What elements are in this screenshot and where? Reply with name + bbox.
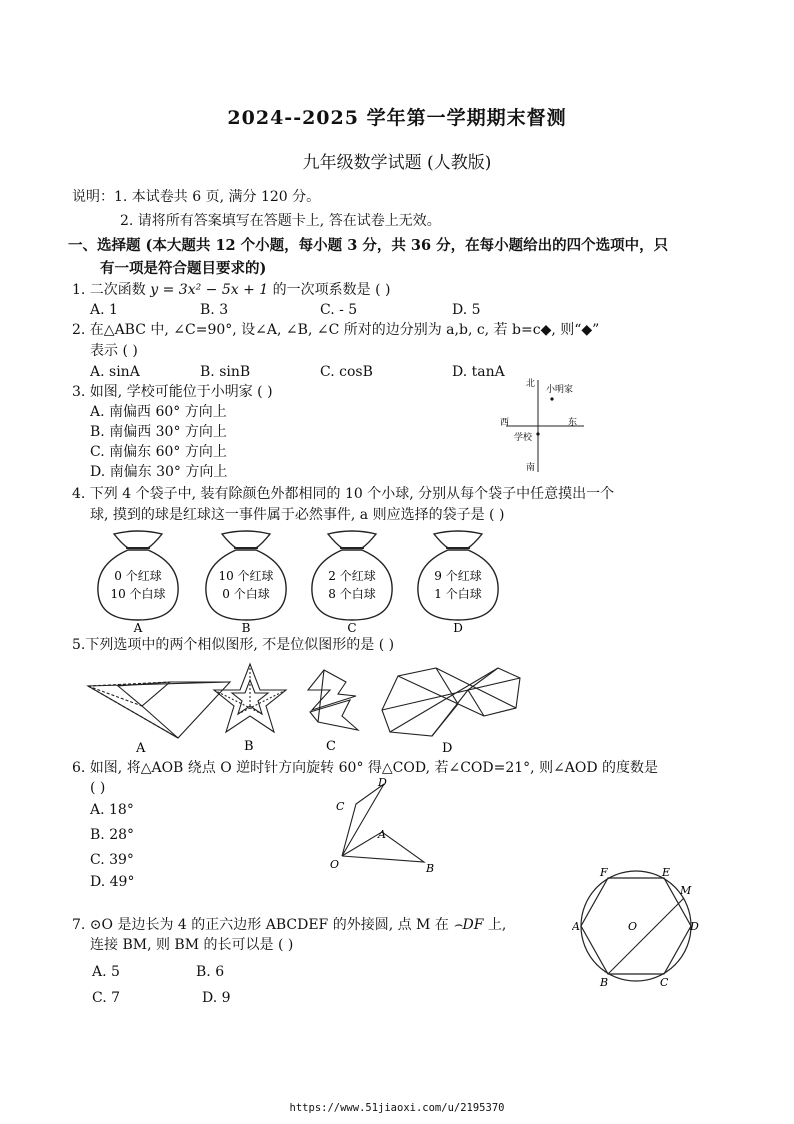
q6-label-a: A — [378, 828, 386, 841]
q4-stem-line2: 球, 摸到的球是红球这一事件属于必然事件, a 则应选择的袋子是 ( ) — [90, 507, 505, 523]
q7-stem-post: 上, — [487, 917, 507, 933]
q4-bag-d — [412, 528, 504, 634]
q3-home-point — [550, 397, 553, 400]
q7-label-b: B — [600, 976, 609, 989]
q1-option-a: A. 1 — [90, 302, 118, 318]
q1-option-d: D. 5 — [452, 302, 481, 318]
q5-label-a: A — [136, 741, 146, 756]
q6-label-c: C — [336, 800, 345, 813]
q4-bag-b — [200, 528, 292, 634]
q4-bag-letter: A — [133, 621, 143, 634]
q7-segment-bm — [608, 898, 684, 974]
q5-figures — [80, 660, 540, 756]
q6-option-d: D. 49° — [90, 874, 135, 890]
q4-bag-line2: 0 个白球 — [222, 587, 270, 601]
q7-label-a: A — [572, 920, 580, 933]
q4-bag-line1: 2 个红球 — [328, 569, 376, 583]
q4-bag-line1: 9 个红球 — [434, 569, 482, 583]
q5-label-d: D — [442, 741, 453, 756]
notes-line1 — [72, 187, 320, 207]
q1-stem-post: 的一次项系数是 ( ) — [272, 282, 391, 298]
q3-label-school: 学校 — [514, 433, 533, 443]
q7-option-a: A. 5 — [92, 964, 120, 980]
q6-label-o: O — [330, 858, 340, 871]
q4-bag-letter: B — [241, 621, 251, 634]
q4-bag-a — [92, 528, 184, 634]
q3-school-point — [536, 432, 539, 435]
q3-option-d: D. 南偏东 30° 方向上 — [90, 464, 228, 480]
q3-stem: 3. 如图, 学校可能位于小明家 ( ) — [72, 384, 273, 400]
q3-label-home: 小明家 — [546, 385, 574, 395]
q7-option-c: C. 7 — [92, 990, 121, 1006]
q1-option-c: C. - 5 — [320, 302, 358, 318]
q7-label-m: M — [680, 884, 692, 897]
q2-stem-line2: 表示 ( ) — [90, 343, 138, 359]
q7-label-f: F — [600, 866, 608, 879]
q6-option-a: A. 18° — [90, 802, 134, 818]
q7-option-b: B. 6 — [196, 964, 225, 980]
exam-subtitle: 九年级数学试题 (人教版) — [302, 153, 492, 173]
q1-stem — [72, 280, 390, 300]
q3-label-west: 西 — [500, 418, 510, 428]
q6-option-b: B. 28° — [90, 827, 135, 843]
q3-label-east: 东 — [568, 418, 578, 428]
footer-url[interactable]: https://www.51jiaoxi.com/u/2195370 — [289, 1102, 505, 1114]
q5-label-b: B — [244, 739, 254, 754]
q6-label-b: B — [426, 862, 435, 875]
q3-label-north: 北 — [526, 379, 536, 389]
q4-bag-line1: 10 个红球 — [218, 569, 274, 583]
q3-option-b: B. 南偏西 30° 方向上 — [90, 424, 227, 440]
q3-label-south: 南 — [526, 463, 536, 473]
exam-title: 2024--2025 学年第一学期期末督测 — [227, 107, 567, 129]
q6-figure — [326, 776, 442, 876]
q7-label-e: E — [662, 866, 671, 879]
q2-option-d: D. tanA — [452, 364, 505, 380]
q7-stem-line1 — [72, 915, 506, 935]
q6-stem-line2: ( ) — [90, 780, 106, 796]
q2-stem-line1: 2. 在△ABC 中, ∠C=90°, 设∠A, ∠B, ∠C 所对的边分别为 a,b, c, 若 b=c◆, 则“◆” — [72, 322, 600, 338]
q5-figure-c — [308, 670, 358, 730]
q7-arc-df: ⌢DF — [453, 917, 484, 933]
q4-bag-line2: 1 个白球 — [434, 587, 482, 601]
section1-heading-line2: 有一项是符合题目要求的) — [100, 260, 267, 277]
q4-bag-letter: C — [347, 621, 357, 634]
q7-stem-pre: 7. ⊙O 是边长为 4 的正六边形 ABCDEF 的外接圆, 点 M 在 — [72, 917, 449, 933]
notes-text2: 2. 请将所有答案填写在答题卡上, 答在试卷上无效。 — [120, 213, 441, 229]
q5-figure-a — [88, 682, 230, 738]
q1-option-b: B. 3 — [200, 302, 229, 318]
q4-bag-letter: D — [453, 621, 463, 634]
q5-stem: 5.下列选项中的两个相似图形, 不是位似图形的是 ( ) — [72, 637, 395, 653]
q6-option-c: C. 39° — [90, 852, 134, 868]
q3-option-c: C. 南偏东 60° 方向上 — [90, 444, 227, 460]
q6-stem-line1: 6. 如图, 将△AOB 绕点 O 逆时针方向旋转 60° 得△COD, 若∠COD=21°, 则∠AOD 的度数是 — [72, 760, 659, 776]
q7-figure — [572, 862, 704, 990]
q2-option-a: A. sinA — [90, 364, 140, 380]
q4-stem-line1: 4. 下列 4 个袋子中, 装有除颜色外都相同的 10 个小球, 分别从每个袋子中任意摸出一个 — [72, 486, 615, 502]
q1-stem-pre: 1. 二次函数 — [72, 282, 146, 298]
q5-figure-d — [382, 668, 520, 736]
q7-label-c: C — [660, 976, 669, 989]
notes-text1: 1. 本试卷共 6 页, 满分 120 分。 — [114, 189, 321, 205]
q5-figure-b — [214, 664, 286, 732]
q7-stem-line2: 连接 BM, 则 BM 的长可以是 ( ) — [90, 937, 294, 953]
q2-option-c: C. cosB — [320, 364, 373, 380]
q5-label-c: C — [326, 739, 336, 754]
q7-label-d: D — [690, 920, 699, 933]
q7-option-d: D. 9 — [202, 990, 231, 1006]
q2-option-b: B. sinB — [200, 364, 251, 380]
q7-label-o: O — [628, 920, 638, 933]
q3-option-a: A. 南偏西 60° 方向上 — [90, 404, 227, 420]
q4-bag-c — [306, 528, 398, 634]
notes-label: 说明： — [72, 189, 114, 205]
section1-heading-line1: 一、选择题 (本大题共 12 个小题，每小题 3 分，共 36 分，在每小题给出的四个选项中，只 — [68, 237, 669, 254]
q4-bag-line2: 8 个白球 — [328, 587, 376, 601]
q6-label-d: D — [378, 776, 387, 789]
q3-compass-figure — [490, 372, 600, 476]
q1-formula: y = 3x² − 5x + 1 — [150, 282, 269, 298]
q4-bag-line1: 0 个红球 — [114, 569, 162, 583]
q4-bag-line2: 10 个白球 — [110, 587, 166, 601]
q6-triangle-cod — [342, 784, 384, 856]
